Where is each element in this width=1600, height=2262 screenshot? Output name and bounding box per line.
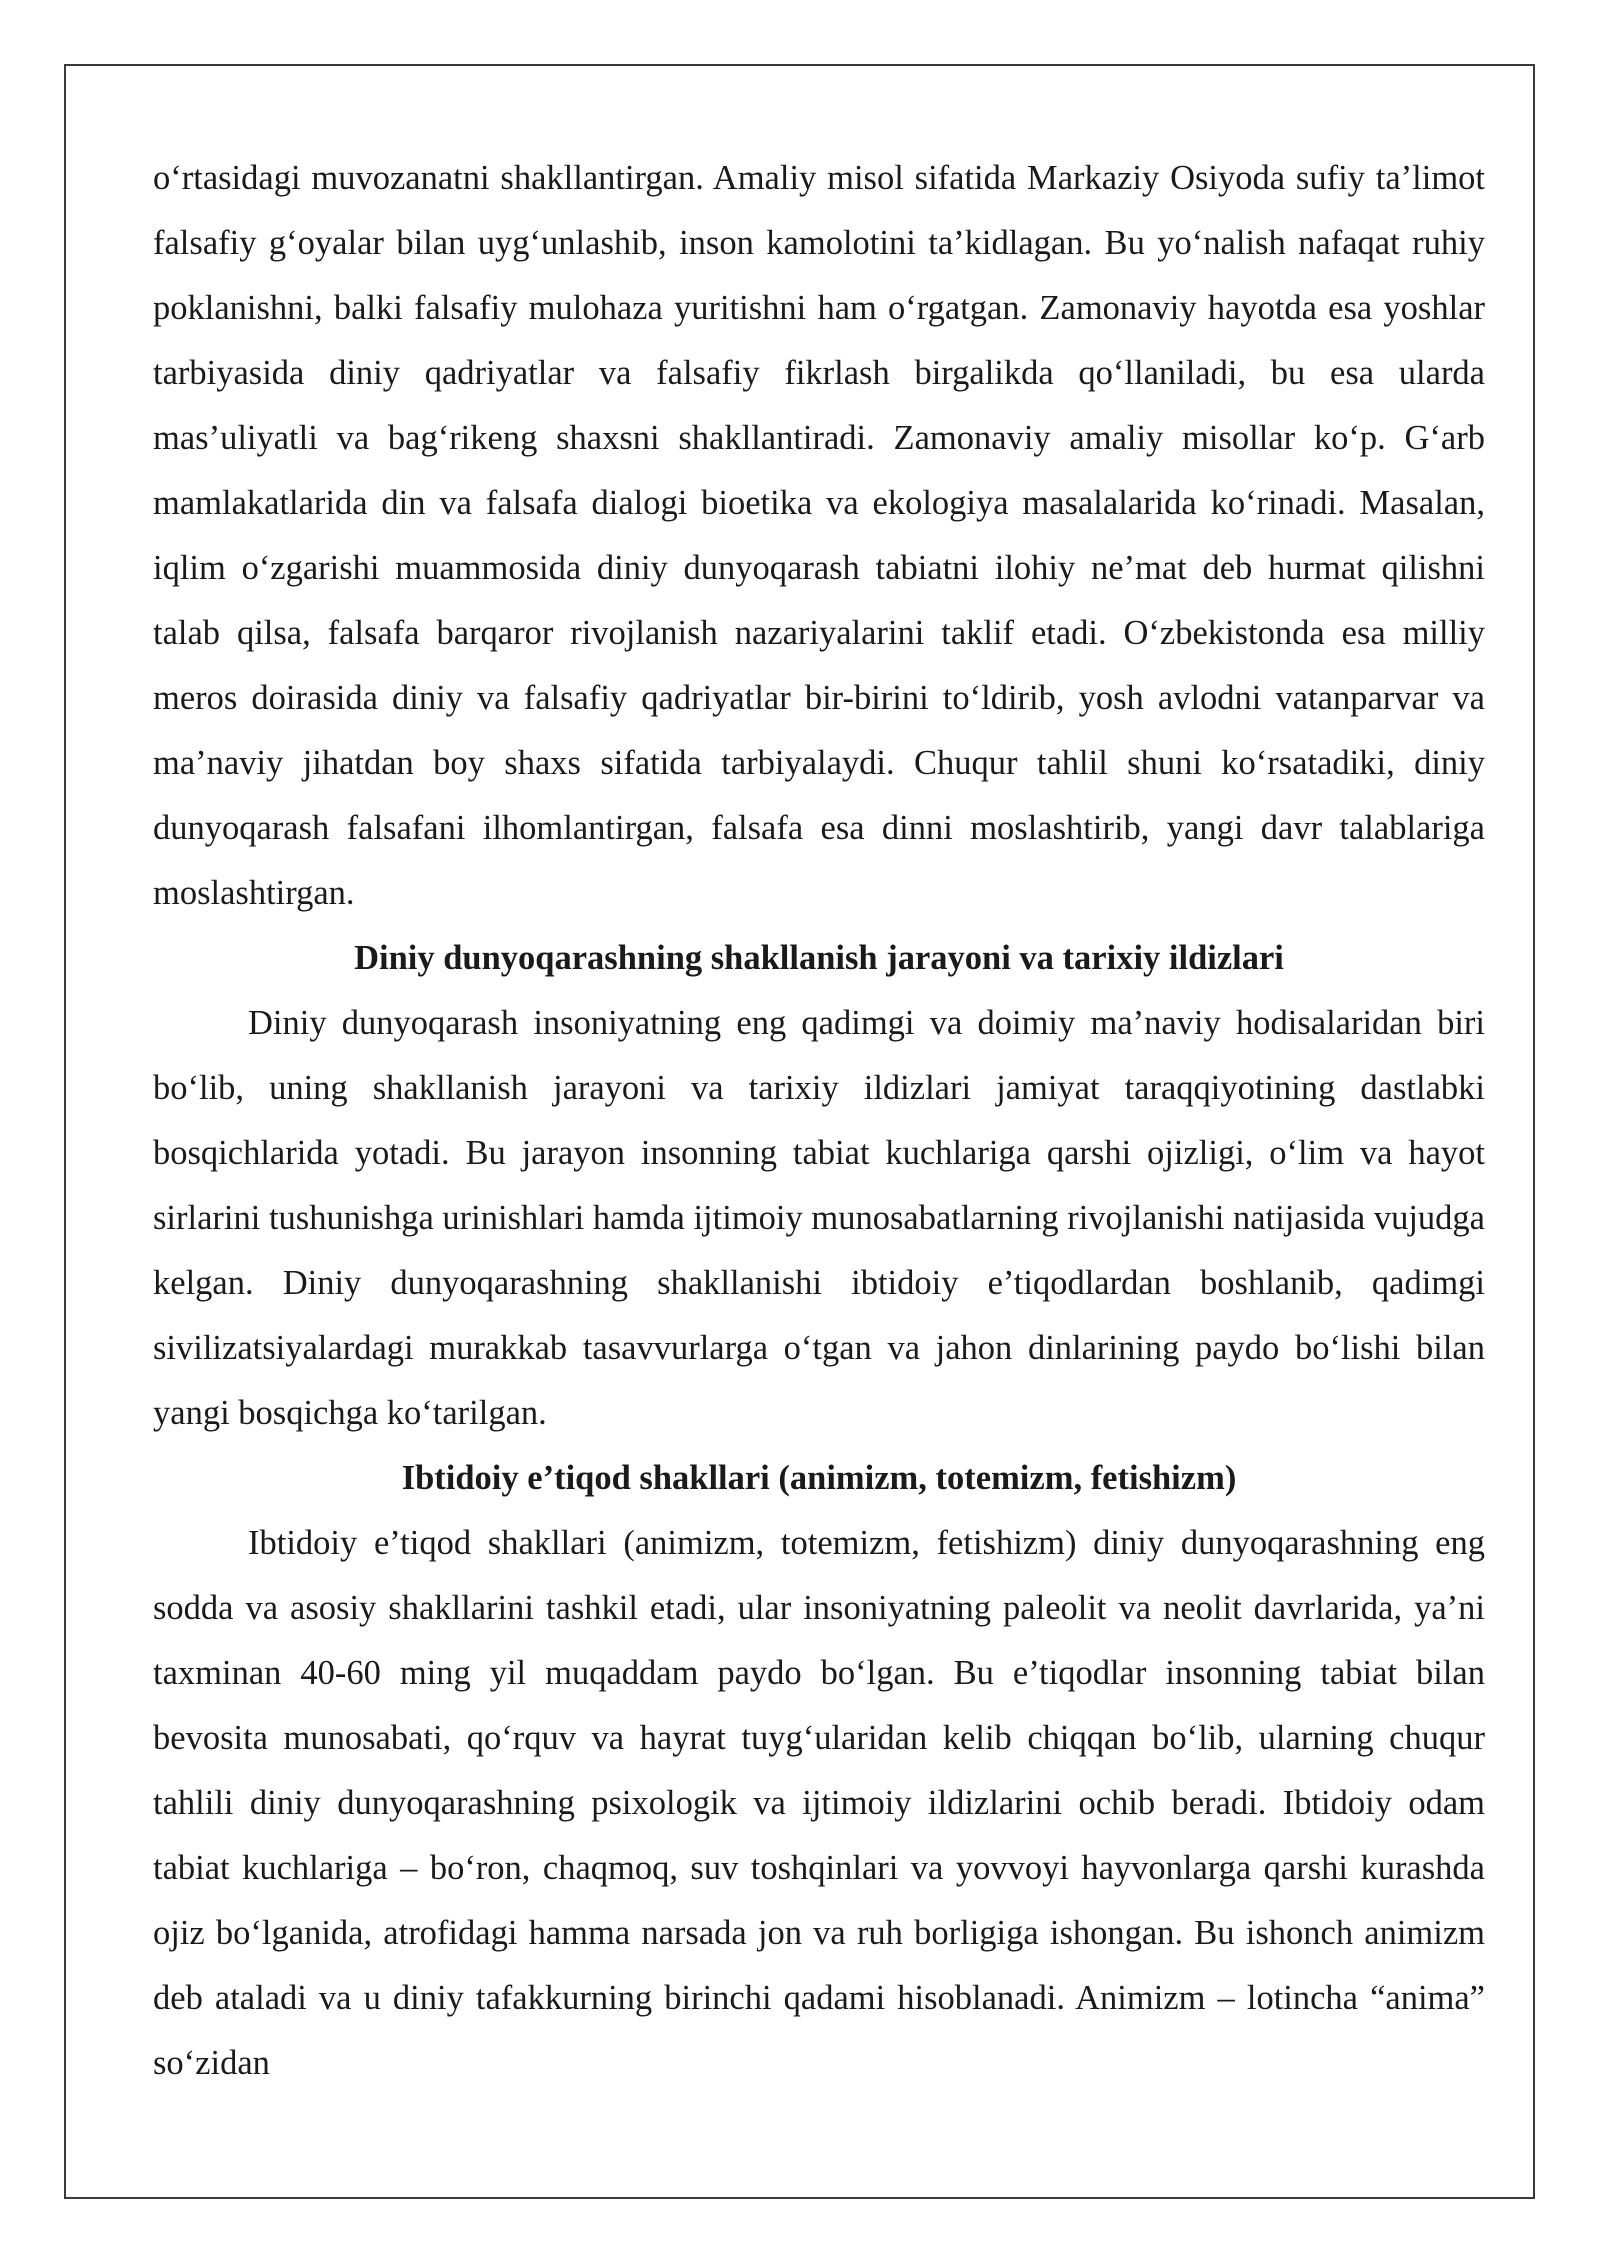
document-body	[153, 146, 1485, 2096]
paragraph-diniy-dunyoqarash: Diniy dunyoqarash insoniyatning eng qadimgi va doimiy ma’naviy hodisalaridan biri bo‘lib, uning shakllanish jarayoni va tarixiy ildizlari jamiyat taraqqiyotining dastlabki bosqichlarida yotadi. Bu jarayon insonning tabiat kuchlariga qarshi ojizligi, o‘lim va hayot sirlarini tushunishga urinishlari hamda ijtimoiy munosabatlarning rivojlanishi natijasida vujudga kelgan. Diniy dunyoqarashning shakllanishi ibtidoiy e’tiqodlardan boshlanib, qadimgi sivilizatsiyalardagi murakkab tasavvurlarga o‘tgan va jahon dinlarining paydo bo‘lishi bilan yangi bosqichga ko‘tarilgan.	[153, 1004, 1485, 1432]
section-heading-diniy-dunyoqarash: Diniy dunyoqarashning shakllanish jarayoni va tarixiy ildizlari	[354, 939, 1284, 977]
paragraph-ibtidoiy-etiqod: Ibtidoiy e’tiqod shakllari (animizm, totemizm, fetishizm) diniy dunyoqarashning eng sodda va asosiy shakllarini tashkil etadi, ular insoniyatning paleolit va neolit davrlarida, ya’ni taxminan 40-60 ming yil muqaddam paydo bo‘lgan. Bu e’tiqodlar insonning tabiat bilan bevosita munosabati, qo‘rquv va hayrat tuyg‘ularidan kelib chiqqan bo‘lib, ularning chuqur tahlili diniy dunyoqarashning psixologik va ijtimoiy ildizlarini ochib beradi. Ibtidoiy odam tabiat kuchlariga – bo‘ron, chaqmoq, suv toshqinlari va yovvoyi hayvonlarga qarshi kurashda ojiz bo‘lganida, atrofidagi hamma narsada jon va ruh borligiga ishongan. Bu ishonch animizm deb ataladi va u diniy tafakkurning birinchi qadami hisoblanadi. Animizm – lotincha “anima” so‘zidan	[153, 1524, 1485, 2082]
section-heading-ibtidoiy-etiqod: Ibtidoiy e’tiqod shakllari (animizm, totemizm, fetishizm)	[401, 1459, 1237, 1497]
paragraph-continuation: o‘rtasidagi muvozanatni shakllantirgan. Amaliy misol sifatida Markaziy Osiyoda sufiy ta’limot falsafiy g‘oyalar bilan uyg‘unlashib, inson kamolotini ta’kidlagan. Bu yo‘nalish nafaqat ruhiy poklanishni, balki falsafiy mulohaza yuritishni ham o‘rgatgan. Zamonaviy hayotda esa yoshlar tarbiyasida diniy qadriyatlar va falsafiy fikrlash birgalikda qo‘llaniladi, bu esa ularda mas’uliyatli va bag‘rikeng shaxsni shakllantiradi. Zamonaviy amaliy misollar ko‘p. G‘arb mamlakatlarida din va falsafa dialogi bioetika va ekologiya masalalarida ko‘rinadi. Masalan, iqlim o‘zgarishi muammosida diniy dunyoqarash tabiatni ilohiy ne’mat deb hurmat qilishni talab qilsa, falsafa barqaror rivojlanish nazariyalarini taklif etadi. O‘zbekistonda esa milliy meros doirasida diniy va falsafiy qadriyatlar bir-birini to‘ldirib, yosh avlodni vatanparvar va ma’naviy jihatdan boy shaxs sifatida tarbiyalaydi. Chuqur tahlil shuni ko‘rsatadiki, diniy dunyoqarash falsafani ilhomlantirgan, falsafa esa dinni moslashtirib, yangi davr talablariga moslashtirgan.	[153, 159, 1485, 912]
